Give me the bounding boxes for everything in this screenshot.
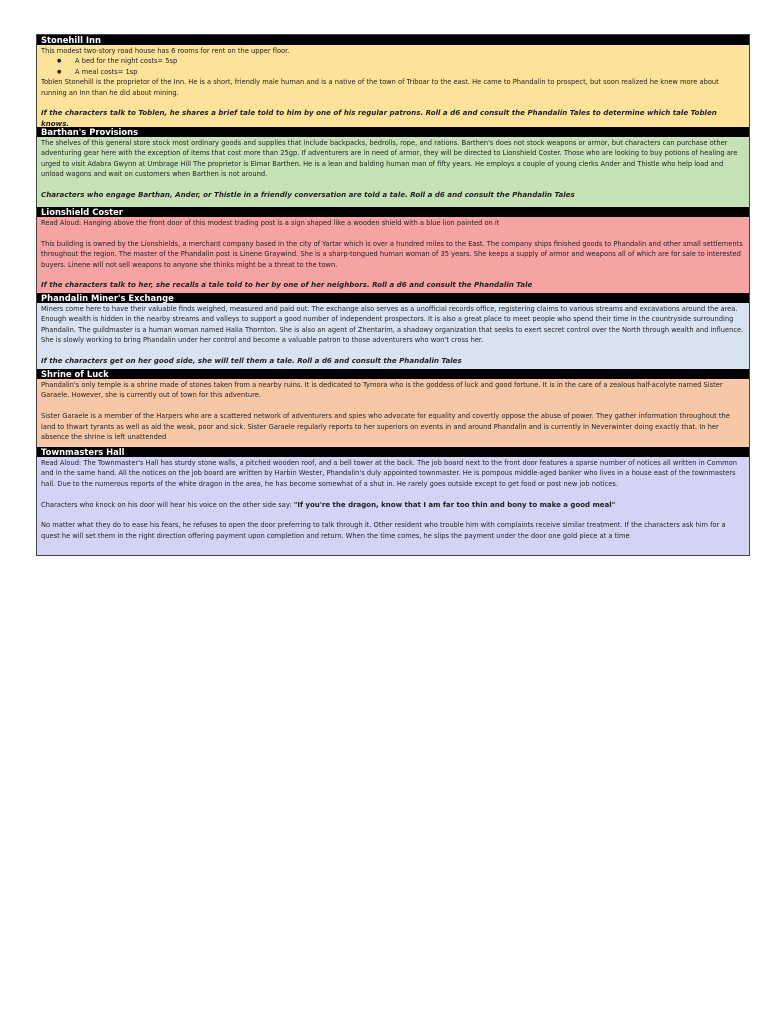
tale-prompt: Characters who engage Barthan, Ander, or Thistle in a friendly conversation are told a tale. Roll a d6 and consult the Phandalin Tales [41,190,575,200]
tale-prompt: If the characters talk to her, she recalls a tale told to her by one of her neighbors. Roll a d6 and consult the Phandalin Tale [41,280,533,290]
section-title: Stonehill Inn [37,35,749,45]
description-text: Toblen Stonehill is the proprietor of the Inn. He is a short, friendly male human and is a native of the town of Triboar to the east. He came to Phandalin to prospect, but soon realized he knew more about running an Inn than he did about mining. [41,78,719,97]
section-title: Phandalin Miner's Exchange [37,293,749,303]
section-body [37,45,749,127]
description-text: This building is owned by the Lionshields, a merchant company based in the city of Yartar which is over a hundred miles to the East. The company ships finished goods to Phandalin and other small settlements throughout the region. The master of the Phandalin post is Linene Graywind. She is a sharp-tongued human woman of 35 years. She keeps a supply of armor and weapons all of which are for sale to interested buyers. Linene will not sell weapons to anyone she thinks might be a threat to the town. [41,239,743,269]
description-text: No matter what they do to ease his fears, he refuses to open the door preferring to talk through it. Other resident who trouble him with complaints receive similar treatment. If the characters ask him for a quest he will set them in the right direction offering payment upon completion and return. When the time comes, he slips the payment under the door one gold piece at a time [41,521,726,540]
tale-prompt: If the characters talk to Toblen, he shares a brief tale told to him by one of his regular patrons. Roll a d6 and consult the Phandalin Tales to determine which tale Toblen knows. [41,108,717,127]
section-lionshield-coster [37,207,749,293]
section-miners-exchange [37,293,749,369]
section-title: Barthan's Provisions [37,127,749,137]
description-text: Miners come here to have their valuable finds weighed, measured and paid out. The exchange also serves as a unofficial records office, registering claims to various streams and excavations around the area. Enough wealth is hidden in the nearby streams and valleys to support a good number of independent prospectors. It is also a great place to meet people who spend their time in the countryside surrounding Phandalin. The guildmaster is a human woman named Halia Thornton. She is also an agent of Zhentarim, a shadowy organization that seeks to exert secret control over the North through wealth and influence. She is slowly working to bring Phandalin under her control and become a valuable patron to those adventurers who won't cross her. [41,305,744,345]
section-townmasters-hall [37,447,749,555]
section-barthans-provisions [37,127,749,207]
dragon-quote: "If you're the dragon, know that I am far too thin and bony to make a good meal" [293,500,616,509]
tale-prompt: If the characters get on her good side, she will tell them a tale. Roll a d6 and consult the Phandalin Tales [41,356,462,366]
section-shrine-of-luck [37,369,749,447]
section-title: Townmasters Hall [37,447,749,457]
section-stonehill-inn [37,35,749,127]
read-aloud-text: Read Aloud: The Townmaster's Hall has sturdy stone walls, a pitched wooden roof, and a bell tower at the back. The job board next to the front door features a sparse number of notices all written in Common and in the same hand. All the notices on the job board are written by Harbin Wester, Phandalin's duly appointed townmaster. He is pompous middle-aged banker who lives in a house east of the townmasters hall. Due to the numerous reports of the white dragon in the area, he has become somewhat of a shut in. He rarely goes outside except to get food or post new job notices. [41,459,737,488]
section-body [37,457,749,555]
knock-line [41,500,745,510]
intro-text: Phandalin's only temple is a shrine made of stones taken from a nearby ruins. It is dedicated to Tymora who is the goddess of luck and good fortune. It is in the care of a zealous half-acolyte named Sister Garaele. However, she is currently out of town for this adventure. [41,381,723,400]
section-body [37,217,749,293]
description-text: Sister Garaele is a member of the Harpers who are a scattered network of adventurers and spies who advocate for equality and covertly oppose the abuse of power. They gather information throughout the land to thwart tyrants as well as aid the weak, poor and sick. Sister Garaele regularly reports to her superiors on events in and around Phandalin and is currently in Neverwinter doing exactly that. In her absence the shrine is left unattended [41,412,730,442]
section-body [37,379,749,447]
location-sheet [36,34,750,556]
section-body [37,303,749,369]
read-aloud-text: Read Aloud: Hanging above the front door of this modest trading post is a sign shaped like a wooden shield with a blue lion painted on it [41,219,500,227]
knock-lead: Characters who knock on his door will hear his voice on the other side say: [41,500,294,509]
section-title: Shrine of Luck [37,369,749,379]
list-item: ● A bed for the night costs= 5sp [75,56,745,66]
section-body [37,137,749,207]
list-item: ● A meal costs= 1sp [75,67,745,77]
section-title: Lionshield Coster [37,207,749,217]
intro-text: This modest two-story road house has 6 rooms for rent on the upper floor. [41,47,290,55]
description-text: The shelves of this general store stock most ordinary goods and supplies that include backpacks, bedrolls, rope, and rations. Barthen's does not stock weapons or armor, but characters can purchase other adventuring gear here with the exception of items that cost more than 25gp. If adventurers are in need of armor, they will be directed to Lionshield Coster. Those who are looking to buy potions of healing are urged to visit Adabra Gwynn at Umbrage Hill The proprietor is Elmar Barthen. He is a lean and balding human man of fifty years. He employs a couple of young clerks Ander and Thistle who help load and unload wagons and wait on customers when Barthen is not around. [41,139,738,179]
